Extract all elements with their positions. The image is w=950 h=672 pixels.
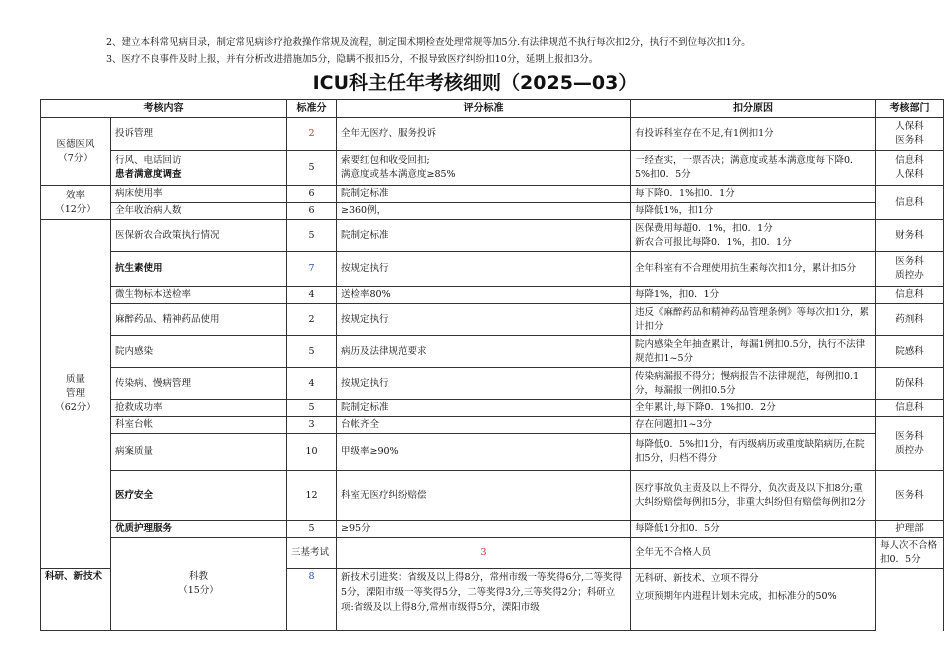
table-row: 抢救成功率 5 院制定标准 全年累计,每下降0．1%扣0．2分 信息科	[41, 400, 944, 417]
header-content: 考核内容	[41, 100, 287, 118]
table-row: 科室台帐 3 台帐齐全 存在问题扣1~3分 医务科 质控办	[41, 417, 944, 434]
table-row: 病案质量 10 甲级率≥90% 每降低0．5%扣1分，有丙级病历或重度缺陷病历,在院扣5分，归档不得分	[41, 434, 944, 471]
table-row: 麻醉药品、精神药品使用 2 按规定执行 违反《麻醉药品和精神药品管理条例》等每次扣1分，累计扣分 药剂科	[41, 304, 944, 336]
header-dept: 考核部门	[876, 100, 944, 118]
table-row: 科教 （15分） 三基考试 3 全年无不合格人员 每人次不合格扣0．5分	[41, 538, 944, 569]
table-row: 院内感染 5 病历及法律规范要求 院内感染全年抽查累计，每漏1例扣0.5分，执行不法律规范扣1~5分 院感科	[41, 336, 944, 368]
assessment-table	[40, 99, 944, 631]
category-research: 科教 （15分）	[111, 538, 287, 631]
table-row: 传染病、慢病管理 4 按规定执行 传染病漏报不得分；慢病报告不法律规范，每例扣0.1分，每漏报一例扣0.5分 防保科	[41, 368, 944, 400]
table-row: 优质护理服务 5 ≥95分 每降低1分扣0．5分 护理部	[41, 521, 944, 538]
preamble-notes	[106, 34, 751, 68]
category-efficiency: 效率 （12分）	[41, 186, 111, 220]
header-standard: 评分标准	[337, 100, 631, 118]
header-score: 标准分	[287, 100, 337, 118]
category-quality: 质量 管理 （62分）	[41, 220, 111, 569]
table-row: 质量 管理 （62分） 医保新农合政策执行情况 5 院制定标准 医保费用每超0．1%，扣0．1分 新农合可报比每降0．1%，扣0．1分 财务科	[41, 220, 944, 252]
page-title: ICU科主任年考核细则（2025—03）	[312, 72, 638, 94]
table-row: 微生物标本送检率 4 送检率80% 每降1%，扣0．1分 信息科	[41, 287, 944, 304]
table-row: 科研、新技术 8 新技术引进奖：省级及以上得8分，常州市级一等奖得6分,二等奖得5分，溧阳市级一等奖得5分，二等奖得3分,三等奖得2分；科研立项:省级及以上得8分,常州市级得5分，溧阳市级 无科研、新技术、立项不得分 立项预期年内进程计划未完成，扣标准分的50%	[41, 569, 944, 631]
table-row: 全年收治病人数 6 ≥360例， 每降低1%，扣1分	[41, 203, 944, 220]
note-line-2: 2、建立本科常见病目录，制定常见病诊疗抢救操作常规及流程，制定围术期检查处理常规等加5分.有法律规范不执行每次扣2分，执行不到位每次扣1分。	[106, 37, 751, 48]
category-medical-ethics: 医德医风 （7分）	[41, 118, 111, 186]
table-row: 医德医风 （7分） 投诉管理 2 全年无医疗、服务投诉 有投诉科室存在不足,有1例扣1分 人保科 医务科	[41, 118, 944, 151]
table-header-row	[41, 100, 944, 118]
table-row: 医疗安全 12 科室无医疗纠纷赔偿 医疗事故负主责及以上不得分，负次责及以下扣8分;重大纠纷赔偿每例扣5分，非重大纠纷但有赔偿每例扣2分 医务科	[41, 471, 944, 521]
table-row: 效率 （12分） 病床使用率 6 院制定标准 每下降0．1%扣0．1分 信息科	[41, 186, 944, 203]
table-row: 抗生素使用 7 按规定执行 全年科室有不合理使用抗生素每次扣1分，累计扣5分 医务科 质控办	[41, 252, 944, 287]
header-reason: 扣分原因	[631, 100, 876, 118]
note-line-3: 3、医疗不良事件及时上报，并有分析改进措施加5分，隐瞒不报扣5分，不报导致医疗纠纷扣10分，延期上报扣3分。	[106, 54, 599, 65]
table-row: 行风、电话回访 患者满意度调查 5 索要红包和收受回扣; 满意度或基本满意度≥85% 一经查实，一票否决；满意度或基本满意度每下降0．5%扣0．5分 信息科 人保科	[41, 151, 944, 186]
